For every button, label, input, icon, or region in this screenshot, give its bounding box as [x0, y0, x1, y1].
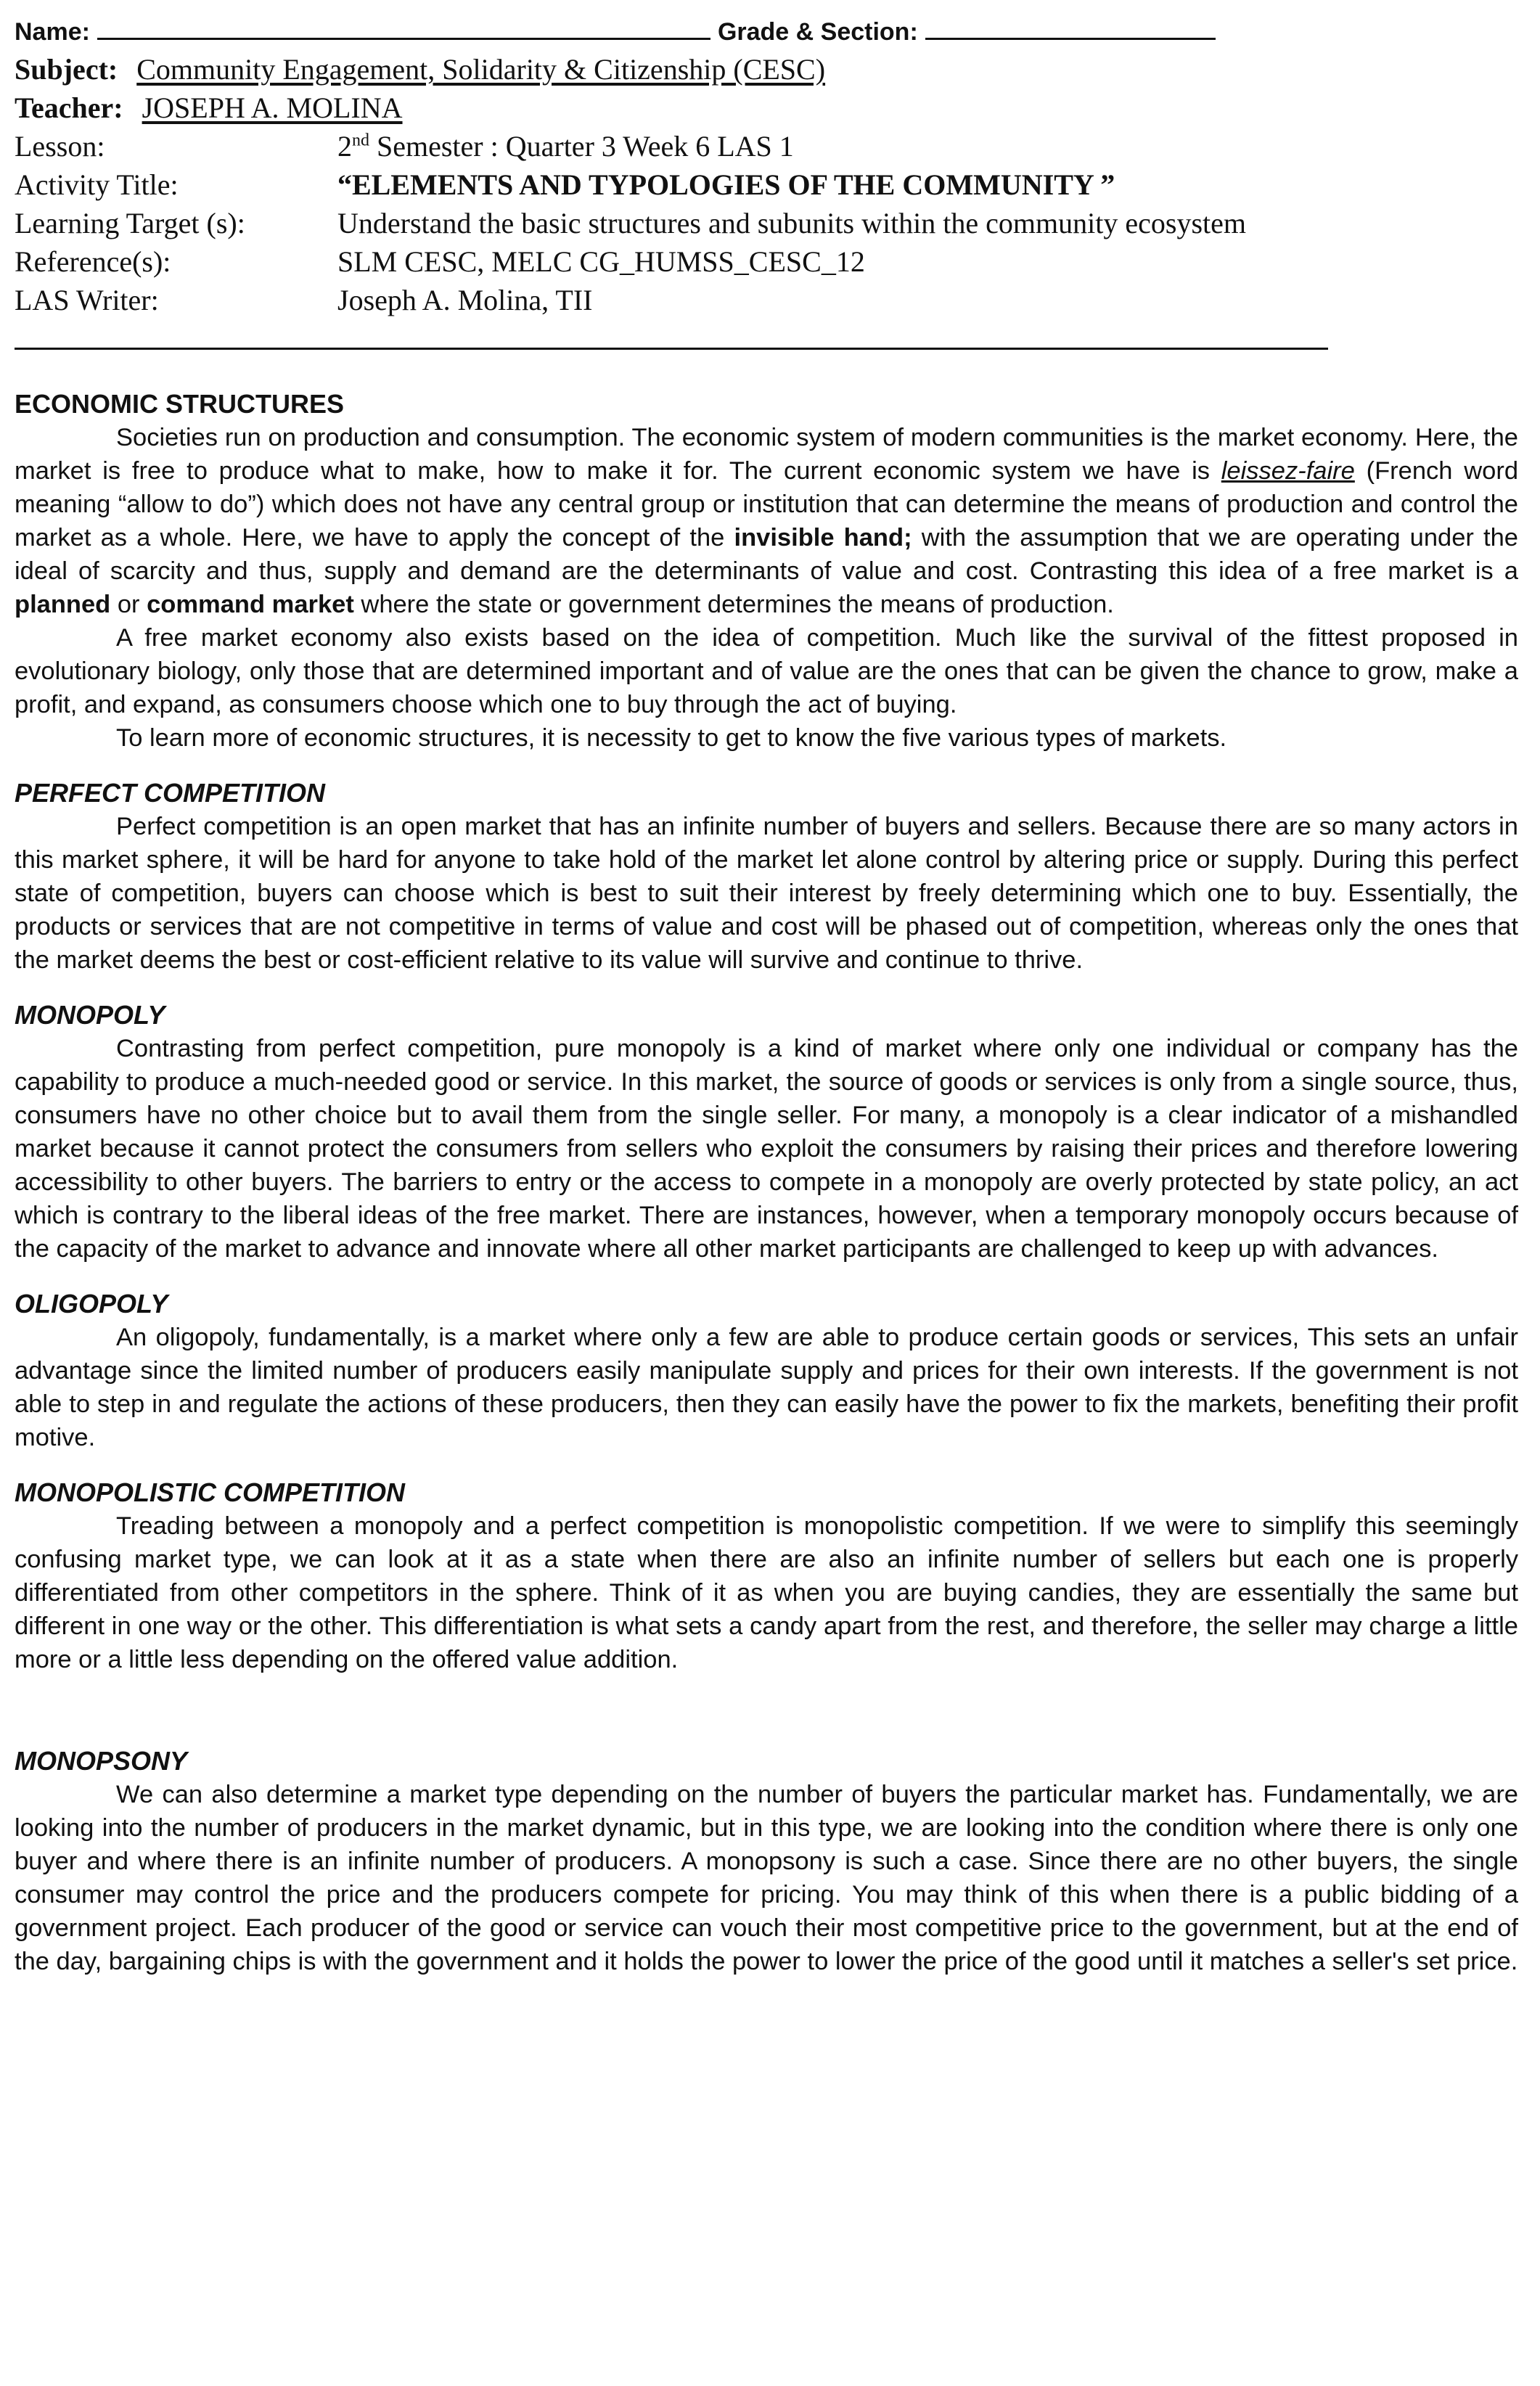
section-oligopoly	[15, 1287, 1518, 1454]
section-title-perfect-competition: PERFECT COMPETITION	[15, 778, 326, 808]
economic-paragraph-1: Societies run on production and consumption. The economic system of modern communities is the market economy. Here, the market is free to produce what to make, how to make it for. The current economic system we have is leissez-faire (French word meaning “allow to do”) which does not have any central group or institution that can determine the means of production and control the market as a whole. Here, we have to apply the concept of the invisible hand; with the assumption that we are operating under the ideal of scarcity and thus, supply and demand are the determinants of value and cost. Contrasting this idea of a free market is a planned or command market where the state or government determines the means of production.	[15, 424, 1519, 618]
name-field[interactable]	[97, 16, 710, 40]
monopoly-paragraph: Contrasting from perfect competition, pure monopoly is a kind of market where only one individual or company has the capability to produce a much-needed good or service. In this market, the source of goods or services is only from a single source, thus, consumers have no other choice but to avail them from the single seller. For many, a monopoly is a clear indicator of a mishandled market because it cannot protect the consumers from sellers who exploit the consumers by raising their prices and therefore lowering accessibility to other buyers. The barriers to entry or the access to compete in a monopoly are overly protected by state policy, an act which is contrary to the liberal ideas of the free market. There are instances, however, when a temporary monopoly occurs because of the capacity of the market to advance and innovate where all other market participants are challenged to keep up with advances.	[15, 1035, 1518, 1263]
name-label: Name:	[15, 18, 90, 46]
monopsony-paragraph: We can also determine a market type depending on the number of buyers the particular market has. Fundamentally, we are looking into the number of producers in the market dynamic, but in this type, we are looking into the condition where there is only one buyer and where there is an infinite number of producers. A monopsony is such a case. Since there are no other buyers, the single consumer may control the price and the producers compete for pricing. You may think of this when there is a public bidding of a government project. Each producer of the good or service can vouch their most competitive price to the government, but at the end of the day, bargaining chips is with the government and it holds the power to lower the price of the good until it matches a seller's set price.	[15, 1781, 1518, 1975]
term-laissez-faire: leissez-faire	[1221, 457, 1355, 485]
name-grade-row	[15, 16, 1518, 52]
section-title-monopoly: MONOPOLY	[15, 1000, 165, 1030]
teacher-row	[15, 91, 1518, 129]
oligopoly-paragraph: An oligopoly, fundamentally, is a market where only a few are able to produce certain goods or services, This sets an unfair advantage since the limited number of producers easily manipulate supply and prices for their own interests. If the government is not able to step in and regulate the actions of these producers, then they can easily have the power to fix the markets, benefiting their profit motive.	[15, 1324, 1518, 1451]
lesson-value: 2nd Semester : Quarter 3 Week 6 LAS 1	[337, 130, 794, 163]
reference-label: Reference(s):	[15, 245, 171, 278]
reference-row	[15, 245, 1518, 283]
section-title-monopolistic-competition: MONOPOLISTIC COMPETITION	[15, 1477, 405, 1507]
activity-title: “ELEMENTS AND TYPOLOGIES OF THE COMMUNITY ”	[337, 168, 1115, 201]
subject-row	[15, 52, 1518, 91]
header-divider	[15, 348, 1328, 350]
teacher-value: JOSEPH A. MOLINA	[142, 91, 403, 124]
monopolistic-competition-paragraph: Treading between a monopoly and a perfect competition is monopolistic competition. If we were to simplify this seemingly confusing market type, we can look at it as a state when there are also an infinite number of sellers but each one is properly differentiated from other competitors in the sphere. Think of it as when you are buying candies, they are essentially the same but different in one way or the other. This differentiation is what sets a candy apart from the rest, and therefore, the seller may charge a little more or a little less depending on the offered value addition.	[15, 1512, 1518, 1673]
writer-value: Joseph A. Molina, TII	[337, 284, 593, 316]
grade-field[interactable]	[925, 16, 1216, 40]
activity-row	[15, 168, 1518, 206]
activity-label: Activity Title:	[15, 168, 179, 201]
subject-value: Community Engagement, Solidarity & Citizenship (CESC)	[136, 53, 826, 86]
section-title-oligopoly: OLIGOPOLY	[15, 1289, 168, 1319]
economic-paragraph-2: A free market economy also exists based on the idea of competition. Much like the survival of the fittest proposed in evolutionary biology, only those that are determined important and of value are the ones that can be given the chance to grow, make a profit, and expand, as consumers choose which one to buy through the act of buying.	[15, 624, 1518, 718]
economic-paragraph-3: To learn more of economic structures, it is necessity to get to know the five various types of markets.	[116, 724, 1227, 752]
teacher-label: Teacher:	[15, 91, 123, 124]
subject-label: Subject:	[15, 53, 118, 86]
target-label: Learning Target (s):	[15, 207, 245, 239]
section-title-economic: ECONOMIC STRUCTURES	[15, 389, 345, 419]
section-title-monopsony: MONOPSONY	[15, 1746, 188, 1776]
lesson-label: Lesson:	[15, 130, 105, 163]
grade-label: Grade & Section:	[717, 18, 918, 46]
target-row	[15, 206, 1518, 245]
lesson-row	[15, 129, 1518, 168]
target-value: Understand the basic structures and subunits within the community ecosystem	[337, 207, 1246, 239]
writer-label: LAS Writer:	[15, 284, 159, 316]
section-economic-structures	[15, 388, 1518, 755]
writer-row	[15, 283, 1518, 321]
section-monopolistic-competition	[15, 1476, 1518, 1676]
reference-value: SLM CESC, MELC CG_HUMSS_CESC_12	[337, 245, 865, 278]
section-monopoly	[15, 999, 1518, 1266]
perfect-competition-paragraph: Perfect competition is an open market that has an infinite number of buyers and sellers. Because there are so many actors in this market sphere, it will be hard for anyone to take hold of the market let alone control by altering price or supply. During this perfect state of competition, buyers can choose which is best to suit their interest by freely determining which one to buy. Essentially, the products or services that are not competitive in terms of value and cost will be phased out of competition, whereas only the ones that the market deems the best or cost-efficient relative to its value will survive and continue to thrive.	[15, 813, 1518, 974]
section-monopsony	[15, 1745, 1518, 1978]
section-perfect-competition	[15, 776, 1518, 977]
